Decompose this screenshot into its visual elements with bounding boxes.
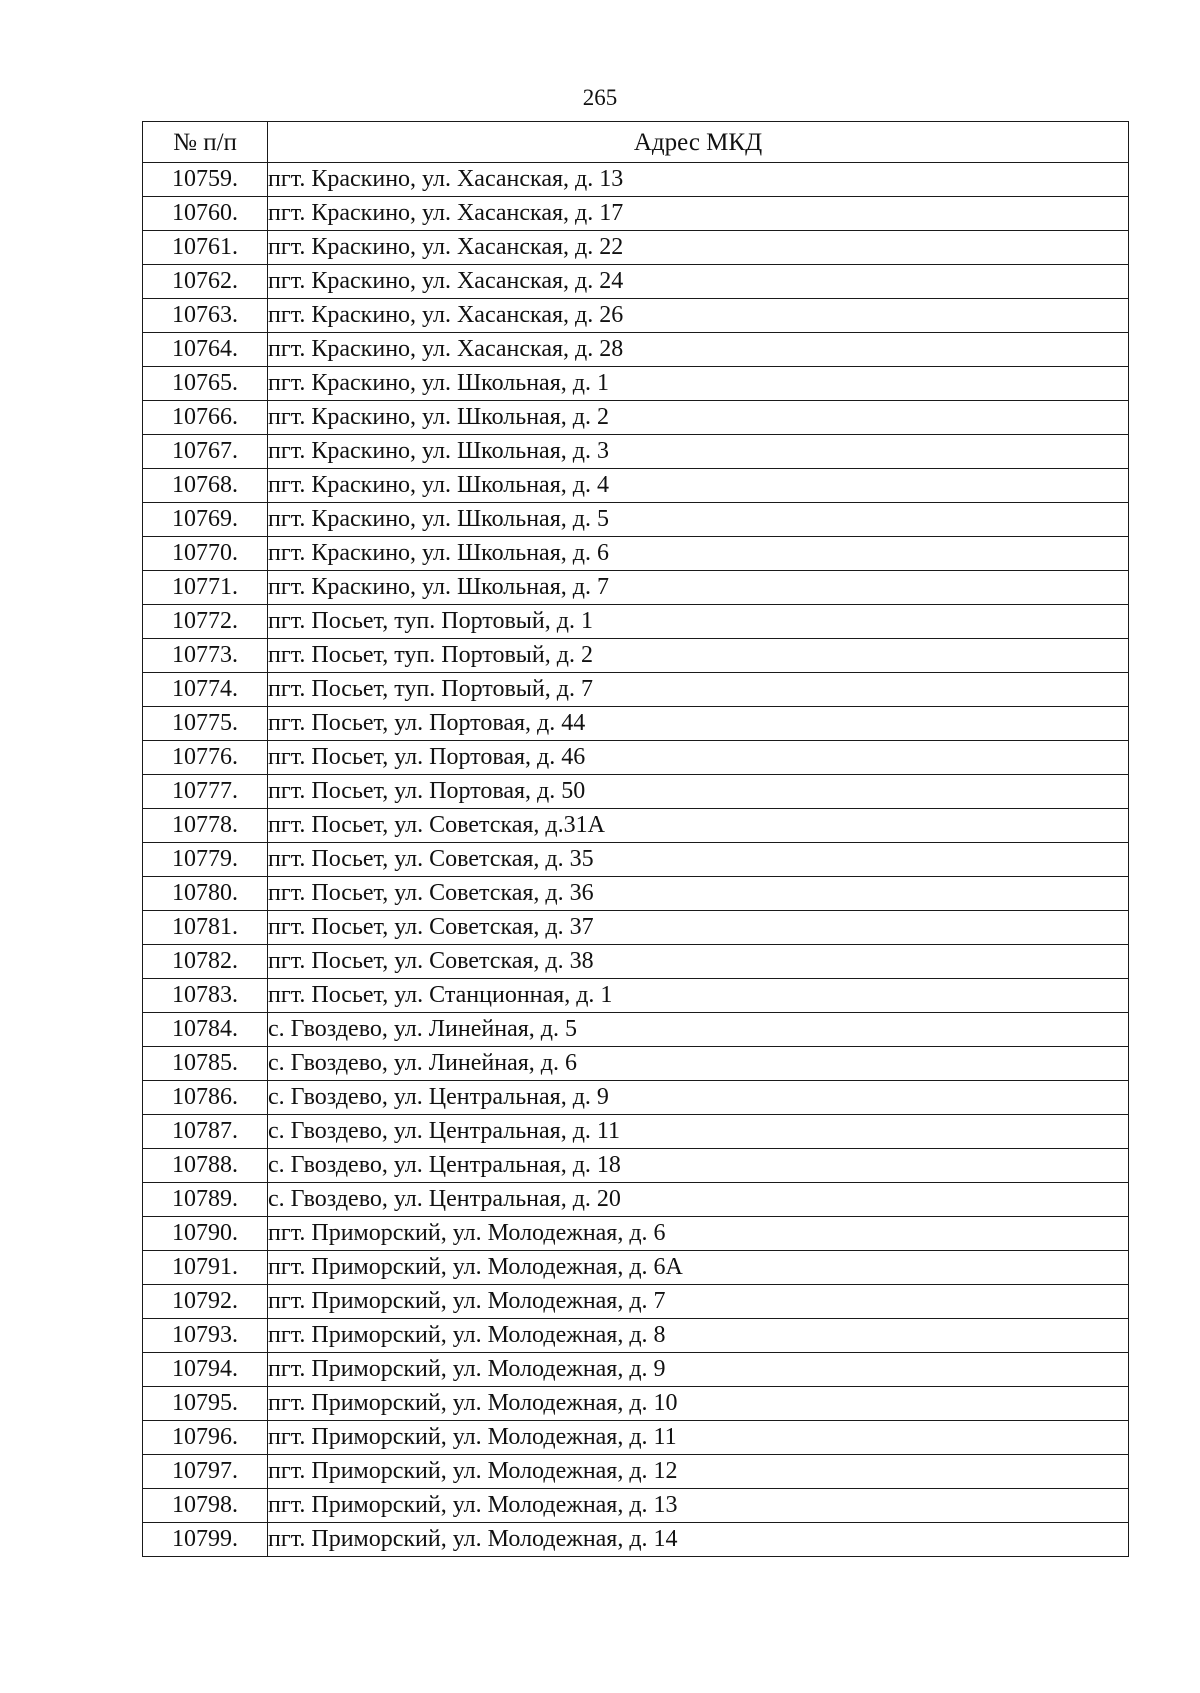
table-row [143, 877, 1129, 911]
table-row [143, 333, 1129, 367]
row-number: 10771. [143, 571, 268, 605]
row-address: пгт. Приморский, ул. Молодежная, д. 6 [268, 1217, 1129, 1251]
table-row [143, 1115, 1129, 1149]
table-row [143, 1421, 1129, 1455]
row-address: пгт. Приморский, ул. Молодежная, д. 10 [268, 1387, 1129, 1421]
table-row [143, 1013, 1129, 1047]
row-number: 10787. [143, 1115, 268, 1149]
table-row [143, 843, 1129, 877]
row-number: 10780. [143, 877, 268, 911]
table-row [143, 1149, 1129, 1183]
row-address: пгт. Краскино, ул. Школьная, д. 1 [268, 367, 1129, 401]
table-row [143, 1319, 1129, 1353]
table-row [143, 401, 1129, 435]
row-number: 10796. [143, 1421, 268, 1455]
row-address: пгт. Краскино, ул. Школьная, д. 4 [268, 469, 1129, 503]
row-address: пгт. Краскино, ул. Школьная, д. 2 [268, 401, 1129, 435]
row-address: пгт. Посьет, туп. Портовый, д. 2 [268, 639, 1129, 673]
row-address: пгт. Краскино, ул. Хасанская, д. 13 [268, 163, 1129, 197]
table-row [143, 707, 1129, 741]
table-row [143, 979, 1129, 1013]
row-number: 10799. [143, 1523, 268, 1557]
row-address: пгт. Приморский, ул. Молодежная, д. 8 [268, 1319, 1129, 1353]
row-address: пгт. Краскино, ул. Хасанская, д. 28 [268, 333, 1129, 367]
row-number: 10789. [143, 1183, 268, 1217]
row-number: 10769. [143, 503, 268, 537]
table-row [143, 911, 1129, 945]
row-number: 10785. [143, 1047, 268, 1081]
row-address: пгт. Посьет, туп. Портовый, д. 1 [268, 605, 1129, 639]
row-number: 10765. [143, 367, 268, 401]
row-address: пгт. Приморский, ул. Молодежная, д. 9 [268, 1353, 1129, 1387]
row-number: 10775. [143, 707, 268, 741]
table-body [143, 163, 1129, 1557]
row-number: 10772. [143, 605, 268, 639]
row-address: пгт. Посьет, ул. Портовая, д. 44 [268, 707, 1129, 741]
table-row [143, 1523, 1129, 1557]
table-row [143, 231, 1129, 265]
row-address: пгт. Посьет, ул. Советская, д. 35 [268, 843, 1129, 877]
table-row [143, 265, 1129, 299]
header-row [143, 122, 1129, 163]
row-number: 10770. [143, 537, 268, 571]
row-address: с. Гвоздево, ул. Центральная, д. 9 [268, 1081, 1129, 1115]
address-table [142, 121, 1129, 1557]
row-number: 10795. [143, 1387, 268, 1421]
row-number: 10798. [143, 1489, 268, 1523]
row-number: 10768. [143, 469, 268, 503]
table-row [143, 1455, 1129, 1489]
row-address: с. Гвоздево, ул. Центральная, д. 11 [268, 1115, 1129, 1149]
row-number: 10794. [143, 1353, 268, 1387]
row-address: пгт. Краскино, ул. Хасанская, д. 22 [268, 231, 1129, 265]
row-address: пгт. Краскино, ул. Хасанская, д. 26 [268, 299, 1129, 333]
row-address: пгт. Приморский, ул. Молодежная, д. 14 [268, 1523, 1129, 1557]
table-row [143, 1353, 1129, 1387]
row-address: пгт. Посьет, ул. Советская, д.31А [268, 809, 1129, 843]
row-address: с. Гвоздево, ул. Линейная, д. 6 [268, 1047, 1129, 1081]
row-number: 10779. [143, 843, 268, 877]
row-number: 10764. [143, 333, 268, 367]
table-row [143, 1387, 1129, 1421]
table-row [143, 537, 1129, 571]
row-number: 10797. [143, 1455, 268, 1489]
row-number: 10761. [143, 231, 268, 265]
table-row [143, 571, 1129, 605]
row-number: 10773. [143, 639, 268, 673]
row-address: с. Гвоздево, ул. Линейная, д. 5 [268, 1013, 1129, 1047]
row-number: 10766. [143, 401, 268, 435]
table-row [143, 945, 1129, 979]
table-row [143, 673, 1129, 707]
table-header [143, 122, 1129, 163]
row-address: пгт. Краскино, ул. Школьная, д. 7 [268, 571, 1129, 605]
table-row [143, 367, 1129, 401]
table-row [143, 469, 1129, 503]
row-number: 10760. [143, 197, 268, 231]
row-number: 10763. [143, 299, 268, 333]
row-number: 10792. [143, 1285, 268, 1319]
row-number: 10778. [143, 809, 268, 843]
row-address: пгт. Приморский, ул. Молодежная, д. 13 [268, 1489, 1129, 1523]
table-row [143, 1251, 1129, 1285]
table-row [143, 1081, 1129, 1115]
row-number: 10786. [143, 1081, 268, 1115]
row-address: пгт. Посьет, туп. Портовый, д. 7 [268, 673, 1129, 707]
table-row [143, 197, 1129, 231]
table-row [143, 503, 1129, 537]
table-row [143, 605, 1129, 639]
row-address: пгт. Краскино, ул. Хасанская, д. 24 [268, 265, 1129, 299]
header-address: Адрес МКД [268, 122, 1129, 163]
table-row [143, 435, 1129, 469]
row-address: пгт. Посьет, ул. Портовая, д. 50 [268, 775, 1129, 809]
row-address: пгт. Краскино, ул. Школьная, д. 3 [268, 435, 1129, 469]
table-row [143, 1285, 1129, 1319]
row-address: пгт. Краскино, ул. Школьная, д. 6 [268, 537, 1129, 571]
table-row [143, 775, 1129, 809]
row-number: 10762. [143, 265, 268, 299]
table-row [143, 1047, 1129, 1081]
table-row [143, 741, 1129, 775]
row-address: пгт. Краскино, ул. Хасанская, д. 17 [268, 197, 1129, 231]
row-number: 10767. [143, 435, 268, 469]
row-number: 10791. [143, 1251, 268, 1285]
table-row [143, 1489, 1129, 1523]
row-number: 10777. [143, 775, 268, 809]
row-address: с. Гвоздево, ул. Центральная, д. 18 [268, 1149, 1129, 1183]
table-row [143, 639, 1129, 673]
row-address: пгт. Посьет, ул. Советская, д. 36 [268, 877, 1129, 911]
header-number: № п/п [143, 122, 268, 163]
row-address: пгт. Приморский, ул. Молодежная, д. 6А [268, 1251, 1129, 1285]
row-address: пгт. Приморский, ул. Молодежная, д. 11 [268, 1421, 1129, 1455]
row-number: 10776. [143, 741, 268, 775]
row-number: 10774. [143, 673, 268, 707]
row-address: с. Гвоздево, ул. Центральная, д. 20 [268, 1183, 1129, 1217]
row-number: 10790. [143, 1217, 268, 1251]
row-number: 10783. [143, 979, 268, 1013]
row-address: пгт. Посьет, ул. Портовая, д. 46 [268, 741, 1129, 775]
row-number: 10759. [143, 163, 268, 197]
row-address: пгт. Посьет, ул. Советская, д. 37 [268, 911, 1129, 945]
table-row [143, 299, 1129, 333]
row-number: 10793. [143, 1319, 268, 1353]
page-number: 265 [582, 85, 618, 110]
table-row [143, 1217, 1129, 1251]
row-address: пгт. Приморский, ул. Молодежная, д. 7 [268, 1285, 1129, 1319]
row-number: 10782. [143, 945, 268, 979]
row-number: 10781. [143, 911, 268, 945]
row-address: пгт. Посьет, ул. Советская, д. 38 [268, 945, 1129, 979]
row-number: 10784. [143, 1013, 268, 1047]
row-address: пгт. Краскино, ул. Школьная, д. 5 [268, 503, 1129, 537]
row-address: пгт. Приморский, ул. Молодежная, д. 12 [268, 1455, 1129, 1489]
row-address: пгт. Посьет, ул. Станционная, д. 1 [268, 979, 1129, 1013]
row-number: 10788. [143, 1149, 268, 1183]
table-row [143, 163, 1129, 197]
table-row [143, 1183, 1129, 1217]
table-row [143, 809, 1129, 843]
